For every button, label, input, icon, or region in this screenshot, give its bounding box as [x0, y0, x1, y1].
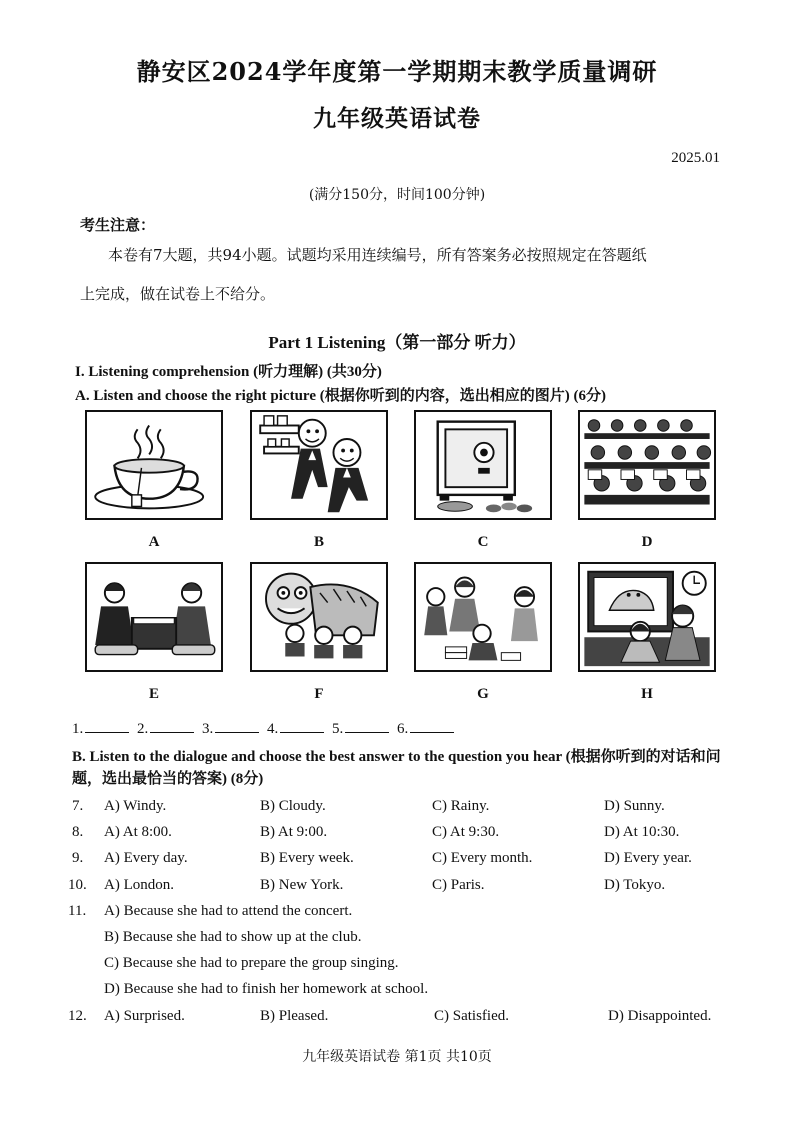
tea-cup-icon: [87, 412, 221, 518]
option: A) At 8:00.: [104, 824, 172, 840]
answer-blank[interactable]: [280, 720, 324, 733]
option: A) Surprised.: [104, 1008, 185, 1024]
blank-number: 1.: [72, 721, 84, 737]
blank-number: 6.: [397, 721, 409, 737]
option: A) Windy.: [104, 798, 167, 814]
answer-blank[interactable]: [410, 720, 454, 733]
picture-label: H: [641, 686, 653, 702]
picture-c-safe: [414, 410, 552, 520]
option: A) London.: [104, 877, 174, 893]
classroom-icon: [580, 412, 714, 518]
option: C) Every month.: [432, 850, 533, 866]
picture-b-waiters: [250, 410, 388, 520]
option: D) Every year.: [604, 850, 692, 866]
picture-h-watching-tv: [578, 562, 716, 672]
option: D) Sunny.: [604, 798, 665, 814]
question-number: 7.: [72, 798, 84, 814]
part1-title: Part 1 Listening（第一部分 听力）: [268, 333, 526, 352]
picture-label: C: [477, 534, 489, 550]
picture-label: B: [313, 534, 324, 550]
option: B) New York.: [260, 877, 344, 893]
section-A-heading: A. Listen and choose the right picture (根据你听到的内容，选出相应的图片) (6分): [75, 388, 606, 404]
question-number: 9.: [72, 850, 84, 866]
question-number: 10.: [68, 877, 87, 893]
option: B) At 9:00.: [260, 824, 328, 840]
section-B-heading: B. Listen to the dialogue and choose the best answer to the question you hear (根据你听到的对话和问题，选出最恰当的答案) (8分): [72, 749, 721, 787]
board-game-icon: [87, 564, 221, 670]
answer-blank[interactable]: [345, 720, 389, 733]
exam-subtitle: 九年级英语试卷: [313, 105, 481, 132]
option: C) At 9:30.: [432, 824, 500, 840]
option: D) Disappointed.: [608, 1008, 712, 1024]
picture-d-classroom: [578, 410, 716, 520]
question-number: 12.: [68, 1008, 87, 1024]
option: D) Tokyo.: [604, 877, 666, 893]
option: A) Because she had to attend the concert.: [104, 903, 353, 919]
page-footer: 九年级英语试卷 第1页 共10页: [302, 1049, 492, 1065]
option: B) Cloudy.: [260, 798, 326, 814]
notice-heading: 考生注意：: [80, 216, 156, 234]
option: C) Satisfied.: [434, 1008, 509, 1024]
picture-f-lion-dance: [250, 562, 388, 672]
picture-label: A: [148, 534, 160, 550]
option: B) Pleased.: [260, 1008, 329, 1024]
option: D) At 10:30.: [604, 824, 680, 840]
answer-blank[interactable]: [215, 720, 259, 733]
option: B) Every week.: [260, 850, 354, 866]
blank-number: 3.: [202, 721, 214, 737]
option: D) Because she had to finish her homework at school.: [104, 981, 429, 997]
waiters-icon: [252, 412, 386, 518]
answer-blanks: [72, 720, 458, 738]
exam-title: 静安区2024学年度第一学期期末教学质量调研: [136, 57, 658, 86]
section-I-heading: I. Listening comprehension (听力理解) (共30分): [75, 364, 382, 380]
safe-icon: [416, 412, 550, 518]
picture-g-kids-reading: [414, 562, 552, 672]
notice-line-1: 本卷有7大题，共94小题。试题均采用连续编号，所有答案务必按照规定在答题纸: [108, 246, 647, 264]
blank-number: 5.: [332, 721, 344, 737]
option: B) Because she had to show up at the club.: [104, 929, 362, 945]
watching-tv-icon: [580, 564, 714, 670]
picture-e-board-game: [85, 562, 223, 672]
option: C) Paris.: [432, 877, 485, 893]
question-number: 11.: [68, 903, 87, 919]
option: C) Because she had to prepare the group singing.: [104, 955, 399, 971]
picture-label: E: [148, 686, 159, 702]
kids-reading-icon: [416, 564, 550, 670]
answer-blank[interactable]: [150, 720, 194, 733]
picture-a-tea-cup: [85, 410, 223, 520]
answer-blank[interactable]: [85, 720, 129, 733]
blank-number: 2.: [137, 721, 149, 737]
picture-label: D: [641, 534, 653, 550]
score-info: (满分150分，时间100分钟): [308, 187, 486, 203]
exam-date: 2025.01: [671, 150, 720, 166]
notice-line-2: 上完成，做在试卷上不给分。: [80, 285, 276, 303]
picture-label: F: [314, 686, 324, 702]
lion-dance-icon: [252, 564, 386, 670]
blank-number: 4.: [267, 721, 279, 737]
picture-label: G: [477, 686, 489, 702]
option: A) Every day.: [104, 850, 188, 866]
option: C) Rainy.: [432, 798, 490, 814]
question-number: 8.: [72, 824, 84, 840]
